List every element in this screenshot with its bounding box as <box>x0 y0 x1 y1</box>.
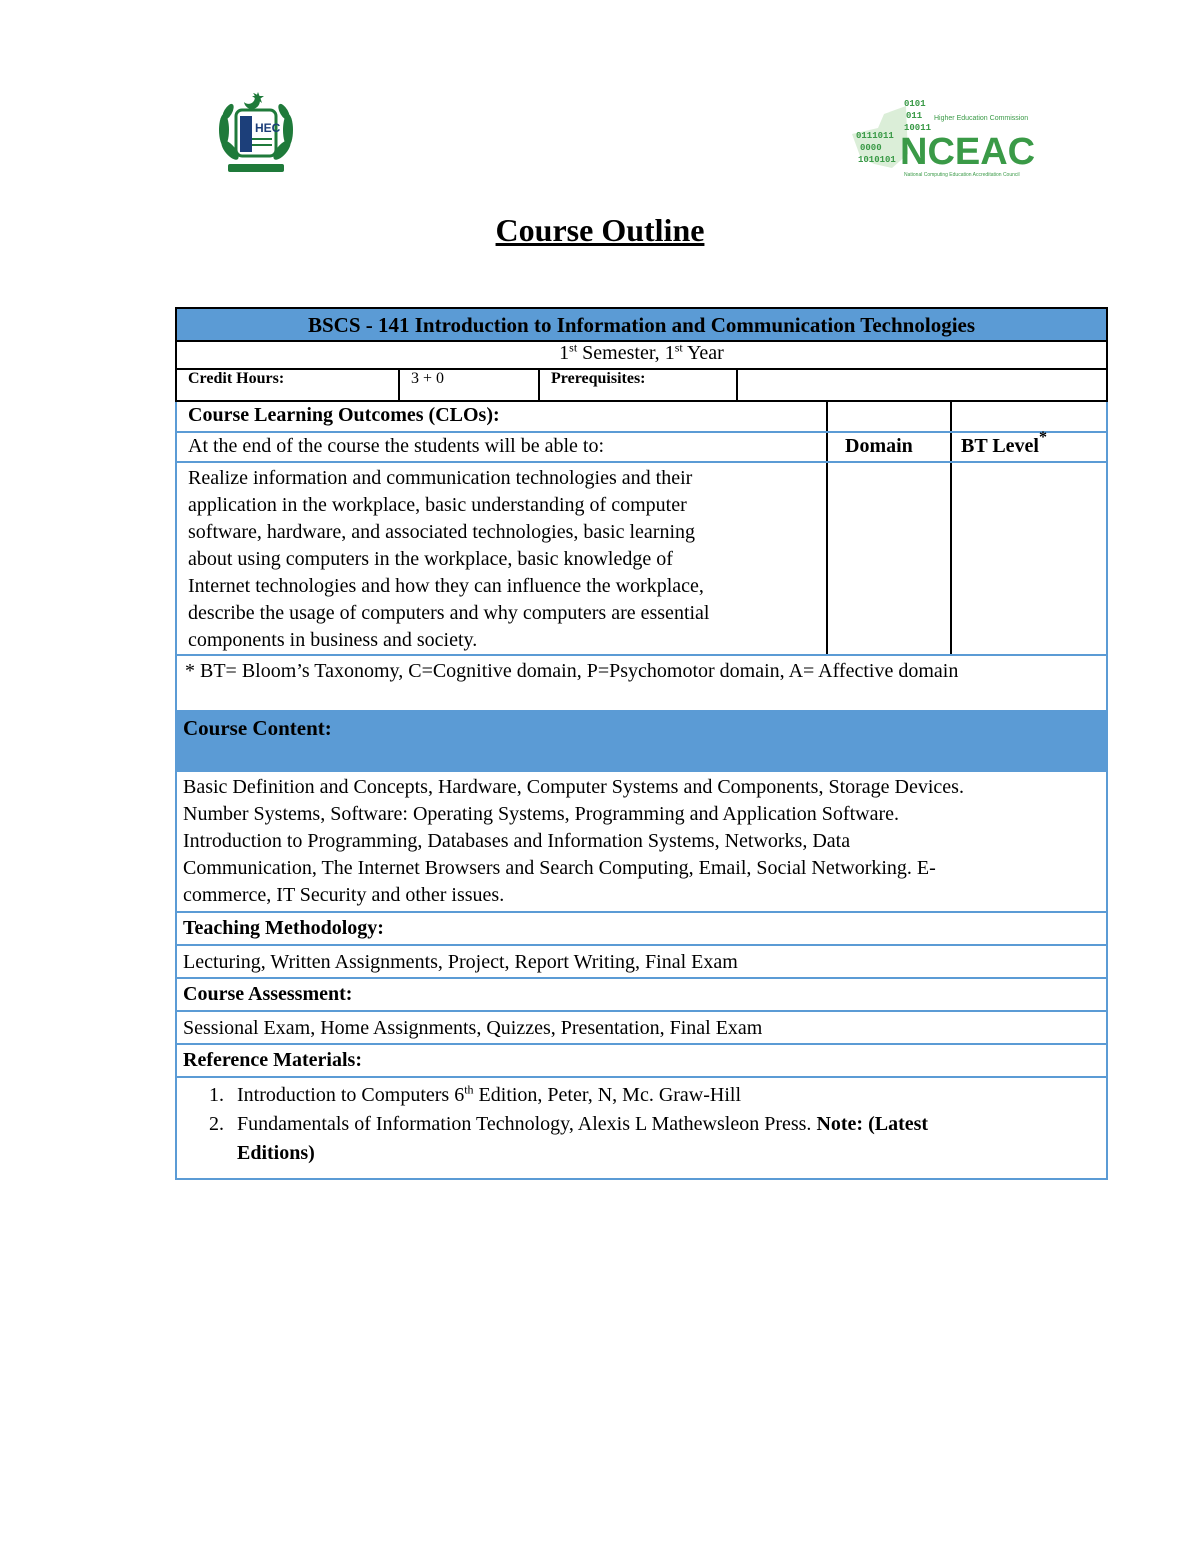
nceac-logo <box>848 94 1036 182</box>
course-outline-table <box>175 307 1108 1180</box>
reference-materials-heading: Reference Materials: <box>177 1045 1106 1078</box>
bt-level-header: BT Level* <box>961 429 1047 457</box>
teaching-methodology-text: Lecturing, Written Assignments, Project, Report Writing, Final Exam <box>177 946 1106 979</box>
svg-text:0111011: 0111011 <box>856 131 894 141</box>
course-assessment-text: Sessional Exam, Home Assignments, Quizzes, Presentation, Final Exam <box>177 1012 1106 1045</box>
svg-text:1010101: 1010101 <box>858 155 896 165</box>
credit-hours-label: Credit Hours: <box>177 370 400 400</box>
svg-text:011: 011 <box>906 111 923 121</box>
course-title: BSCS - 141 Introduction to Information and Communication Technologies <box>175 307 1108 342</box>
course-content-heading: Course Content: <box>177 712 1106 772</box>
clo-heading-row <box>177 402 1106 433</box>
prerequisites-label: Prerequisites: <box>540 370 738 400</box>
teaching-methodology-heading: Teaching Methodology: <box>177 913 1106 946</box>
clo-header-row <box>177 429 1106 463</box>
svg-text:NCEAC: NCEAC <box>900 131 1036 173</box>
clo-outcome-text: Realize information and communication technologies and their application in the workplace, basic understanding of computer software, hardware, and associated technologies, basic learning about using computers in the workplace, basic knowledge of Internet technologies and how they can influence the workplace, describe the usage of computers and why computers are essential components in business and society. <box>177 463 828 654</box>
bt-footnote: * BT= Bloom’s Taxonomy, C=Cognitive domain, P=Psychomotor domain, A= Affective domain <box>177 656 1106 712</box>
course-content-body: Basic Definition and Concepts, Hardware, Computer Systems and Components, Storage Devices. Number Systems, Software: Operating Systems, Programming and Application Software. Introduction to Programming, Databases and Information Systems, Networks, Data Communication, The Internet Browsers and Search Computing, Email, Social Networking. E- commerce, IT Security and other issues. <box>177 772 1106 913</box>
clo-outcome-row <box>177 463 1106 656</box>
credit-hours-value: 3 + 0 <box>400 370 540 400</box>
svg-text:0101: 0101 <box>904 99 926 109</box>
svg-text:National Computing Education A: National Computing Education Accreditation Council <box>904 172 1020 178</box>
svg-text:Higher Education Commission: Higher Education Commission <box>934 115 1029 122</box>
svg-text:0000: 0000 <box>860 143 882 153</box>
svg-text:HEC: HEC <box>255 121 281 135</box>
page-title: Course Outline <box>495 212 705 248</box>
clo-intro: At the end of the course the students will be able to: <box>177 433 828 461</box>
course-assessment-heading: Course Assessment: <box>177 979 1106 1012</box>
semester-row: 1st Semester, 1st Year <box>175 340 1108 370</box>
prerequisites-value <box>738 370 1106 400</box>
list-item: 1. Introduction to Computers 6th Edition, Peter, N, Mc. Graw-Hill <box>229 1081 1106 1110</box>
domain-header: Domain <box>828 433 952 461</box>
svg-text:10011: 10011 <box>904 123 932 133</box>
reference-list <box>177 1078 1106 1178</box>
hec-logo <box>214 88 298 174</box>
list-item: 2. Fundamentals of Information Technology, Alexis L Mathewsleon Press. Note: (Latest Editions) <box>229 1110 1106 1168</box>
clo-heading: Course Learning Outcomes (CLOs): <box>177 402 828 431</box>
credit-hours-row <box>175 370 1108 402</box>
